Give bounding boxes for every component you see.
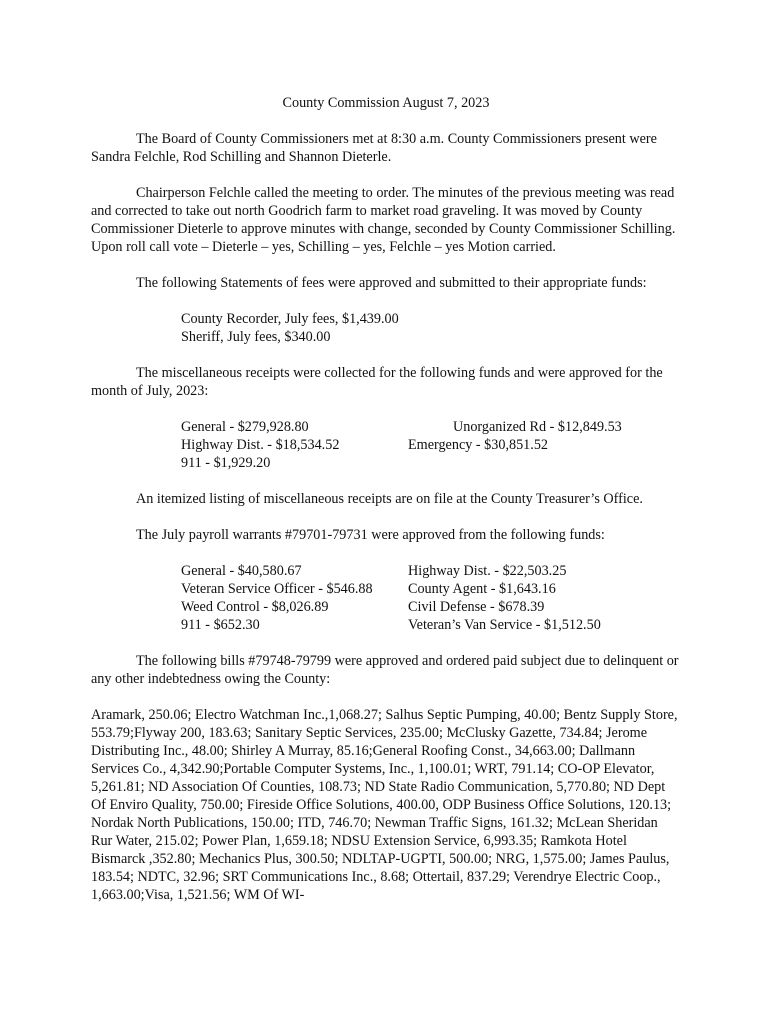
receipts-list xyxy=(181,418,681,472)
payroll-item: Weed Control - $8,026.89 xyxy=(181,599,329,615)
receipt-item: Highway Dist. - $18,534.52 xyxy=(181,437,340,453)
receipt-item: General - $279,928.80 xyxy=(181,419,309,435)
payroll-intro-paragraph: The July payroll warrants #79701-79731 were approved from the following funds: xyxy=(136,527,605,543)
receipt-item: Emergency - $30,851.52 xyxy=(408,437,549,453)
receipts-intro-paragraph: The miscellaneous receipts were collected for the following funds and were approved for the month of July, 2023: xyxy=(91,365,663,399)
payroll-list xyxy=(181,562,681,634)
payroll-item: Veteran Service Officer - $546.88 xyxy=(181,581,373,597)
attendance-paragraph: The Board of County Commissioners met at 8:30 a.m. County Commissioners present were Sandra Felchle, Rod Schilling and Shannon Dieterle. xyxy=(91,131,657,165)
bills-list-paragraph: Aramark, 250.06; Electro Watchman Inc.,1,068.27; Salhus Septic Pumping, 40.00; Bentz Supply Store, 553.79;Flyway 200, 183.63; Sanitary Septic Services, 235.00; McClusky Gazette, 734.84; Jerome Distributing Inc., 48.00; Shirley A Murray, 85.16;General Roofing Const., 34,663.00; Dallmann Services Co., 4,342.90;Portable Computer Systems, Inc., 1,100.01; WRT, 791.14; CO-OP Elevator, 5,261.81; ND Association Of Counties, 108.73; ND State Radio Communication, 5,770.80; ND Dept Of Enviro Quality, 750.00; Fireside Office Solutions, 400.00, ODP Business Office Solutions, 120.13; Nordak North Publications, 150.00; ITD, 746.70; Newman Traffic Signs, 161.32; McLean Sheridan Rur Water, 215.02; Power Plan, 1,659.18; NDSU Extension Service, 6,993.35; Ramkota Hotel Bismarck ,352.80; Mechanics Plus, 300.50; NDLTAP-UGPTI, 500.00; NRG, 1,575.00; James Paulus, 183.54; NDTC, 32.96; SRT Communications Inc., 8.68; Ottertail, 837.29; Verendrye Electric Coop., 1,663.00;Visa, 1,521.56; WM Of WI- xyxy=(91,707,678,903)
fee-item: County Recorder, July fees, $1,439.00 xyxy=(181,311,399,327)
fee-item: Sheriff, July fees, $340.00 xyxy=(181,329,331,345)
document-title: County Commission August 7, 2023 xyxy=(282,95,490,111)
itemized-paragraph: An itemized listing of miscellaneous receipts are on file at the County Treasurer’s Office. xyxy=(136,491,643,507)
bills-intro-paragraph: The following bills #79748-79799 were approved and ordered paid subject due to delinquent or any other indebtedness owing the County: xyxy=(91,653,679,687)
payroll-item: Highway Dist. - $22,503.25 xyxy=(408,563,567,579)
payroll-item: General - $40,580.67 xyxy=(181,563,302,579)
payroll-item: Veteran’s Van Service - $1,512.50 xyxy=(408,617,601,633)
payroll-item: County Agent - $1,643.16 xyxy=(408,581,556,597)
document-page xyxy=(91,94,681,922)
payroll-item: Civil Defense - $678.39 xyxy=(408,599,545,615)
fees-intro-paragraph: The following Statements of fees were approved and submitted to their appropriate funds: xyxy=(136,275,647,291)
payroll-item: 911 - $652.30 xyxy=(181,617,260,633)
fees-list xyxy=(181,310,681,346)
receipt-item: Unorganized Rd - $12,849.53 xyxy=(453,419,622,435)
receipt-item: 911 - $1,929.20 xyxy=(181,455,271,471)
call-to-order-paragraph: Chairperson Felchle called the meeting to order. The minutes of the previous meeting was read and corrected to take out north Goodrich farm to market road graveling. It was moved by County Commissioner Dieterle to approve minutes with change, seconded by County Commissioner Schilling. Upon roll call vote – Dieterle – yes, Schilling – yes, Felchle – yes Motion carried. xyxy=(91,185,676,255)
